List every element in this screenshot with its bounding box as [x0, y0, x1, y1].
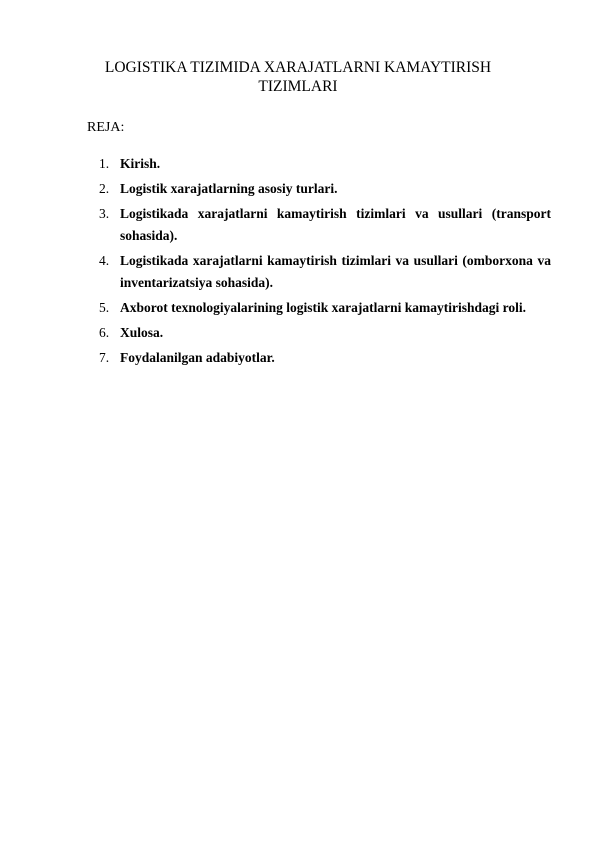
plan-heading: REJA: [87, 120, 125, 135]
plan-item-number: 1. [99, 156, 110, 171]
plan-item-6 [99, 322, 551, 344]
plan-item-text: Logistik xarajatlarning asosiy turlari. [120, 181, 338, 196]
plan-item-number: 5. [99, 300, 110, 315]
plan-item-text: Logistikada xarajatlarni kamaytirish tizimlari va usullari (transport sohasida). [120, 206, 551, 243]
plan-item-number: 2. [99, 181, 110, 196]
plan-list [99, 153, 551, 372]
plan-item-text: Logistikada xarajatlarni kamaytirish tizimlari va usullari (omborxona va inventarizatsiya sohasida). [120, 253, 551, 290]
plan-item-1 [99, 153, 551, 175]
document-title: LOGISTIKA TIZIMIDA XARAJATLARNI KAMAYTIRISH TIZIMLARI [104, 59, 492, 95]
plan-item-number: 4. [99, 253, 110, 268]
plan-item-4 [99, 250, 551, 294]
plan-item-3 [99, 203, 551, 247]
plan-item-number: 3. [99, 206, 110, 221]
plan-item-text: Xulosa. [120, 325, 164, 340]
plan-item-2 [99, 178, 551, 200]
plan-item-text: Kirish. [120, 156, 161, 171]
plan-item-number: 7. [99, 350, 110, 365]
plan-item-text: Foydalanilgan adabiyotlar. [120, 350, 275, 365]
plan-item-number: 6. [99, 325, 110, 340]
plan-item-5 [99, 297, 551, 319]
plan-item-7 [99, 347, 551, 369]
plan-item-text: Axborot texnologiyalarining logistik xarajatlarni kamaytirishdagi roli. [120, 300, 527, 315]
